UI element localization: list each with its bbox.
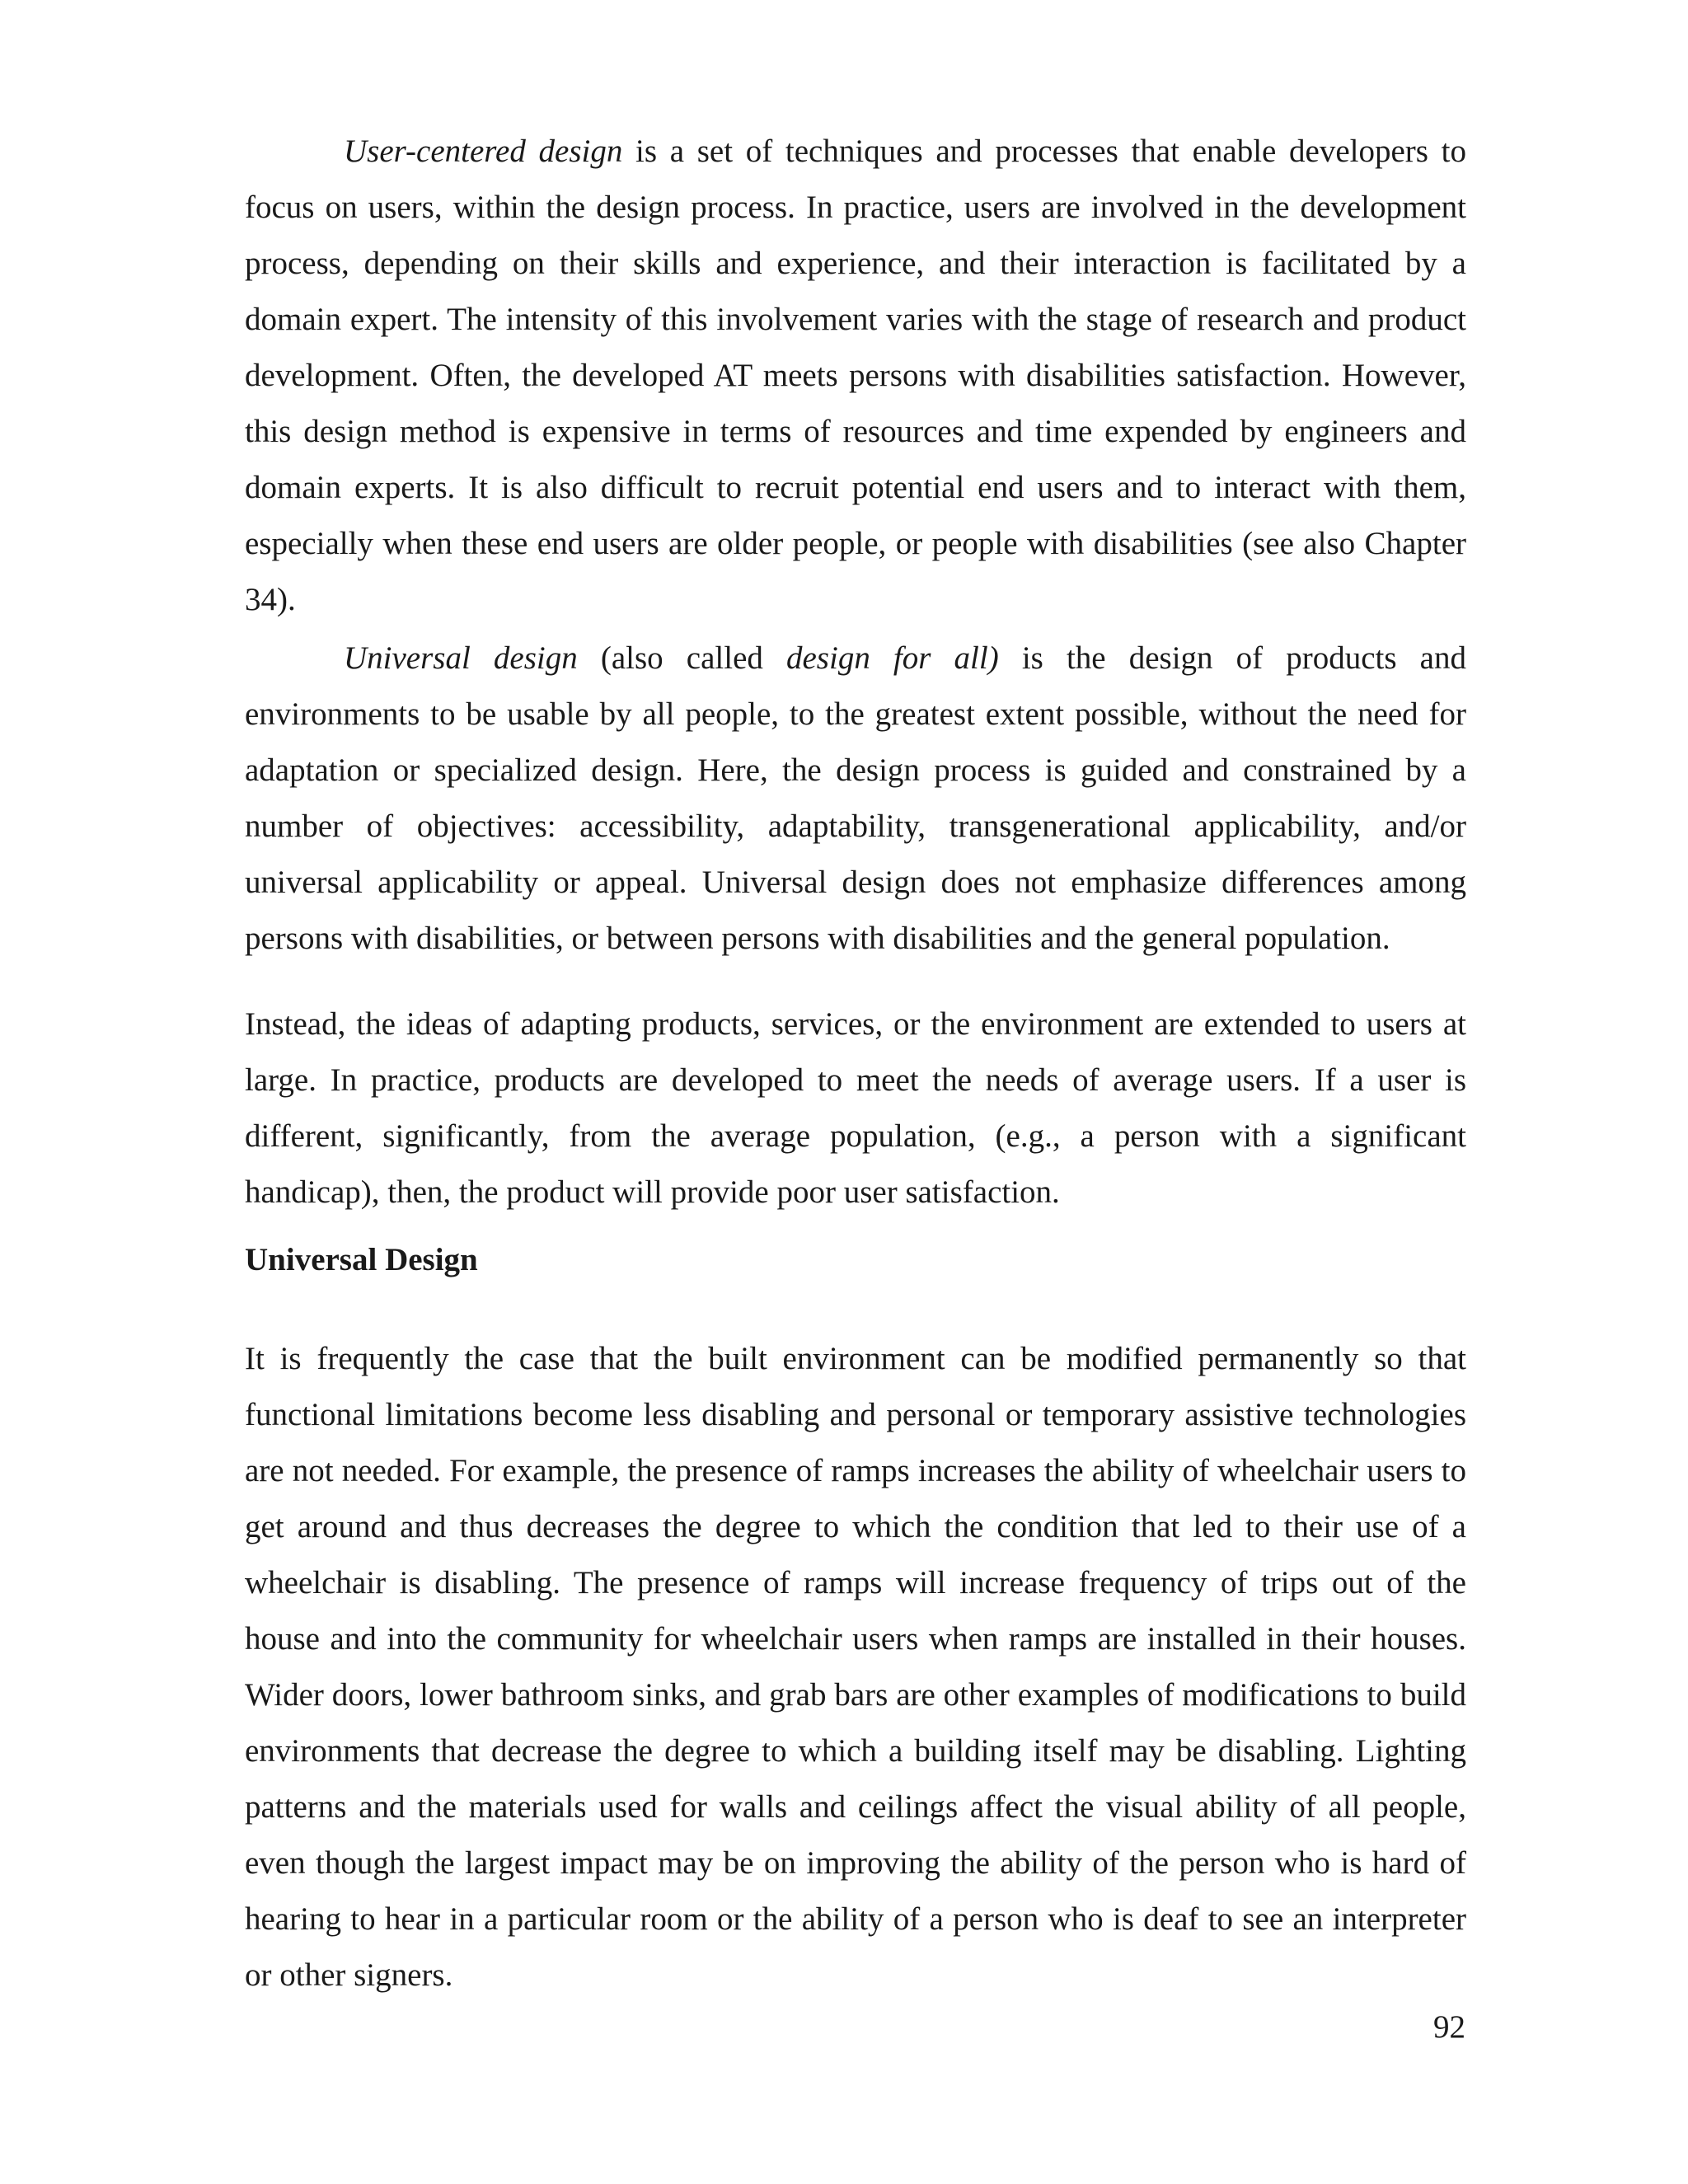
paragraph-built-environment: It is frequently the case that the built environment can be modified permanently so that functional limitations become less disabling and personal or temporary assistive technologies are not needed. For example, the presence of ramps increases the ability of wheelchair users to get around and thus decreases the degree to which the condition that led to their use of a wheelchair is disabling. The presence of ramps will increase frequency of trips out of the house and into the community for wheelchair users when ramps are installed in their houses. Wider doors, lower bathroom sinks, and grab bars are other examples of modifications to build environments that decrease the degree to which a building itself may be disabling. Lighting patterns and the materials used for walls and ceilings affect the visual ability of all people, even though the largest impact may be on improving the ability of the person who is hard of hearing to hear in a particular room or the ability of a person who is deaf to see an interpreter or other signers. (245, 1341, 1466, 1993)
page-number: 92 (1433, 2009, 1465, 2045)
term-user-centered-design: User-centered design (344, 134, 623, 169)
paragraph-average-users: Instead, the ideas of adapting products, services, or the environment are extended to users at large. In practice, products are developed to meet the needs of average users. If a user is different, significantly, from the average population, (e.g., a person with a significant handicap), then, the product will provide poor user satisfaction. (245, 1006, 1466, 1210)
paragraph-body: is a set of techniques and processes that enable developers to focus on users, within the design process. In practice, users are involved in the development process, depending on their skills and experience, and their interaction is facilitated by a domain expert. The intensity of this involvement varies with the stage of research and product development. Often, the developed AT meets persons with disabilities satisfaction. However, this design method is expensive in terms of resources and time expended by engineers and domain experts. It is also difficult to recruit potential end users and to interact with them, especially when these end users are older people, or people with disabilities (see also Chapter 34). (245, 134, 1466, 617)
paragraph-body: is the design of products and environments to be usable by all people, to the greatest extent possible, without the need for adaptation or specialized design. Here, the design process is guided and constrained by a number of objectives: accessibility, adaptability, transgenerational applicability, and/or universal applicability or appeal. Universal design does not emphasize differences among persons with disabilities, or between persons with disabilities and the general population. (245, 640, 1466, 956)
term-design-for-all: design for all) (786, 640, 999, 676)
paragraph-user-centered-design (245, 124, 1466, 628)
term-universal-design: Universal design (344, 640, 578, 676)
paragraph-universal-design-definition (245, 630, 1466, 967)
section-heading: Universal Design (245, 1242, 478, 1277)
paragraph-text-fragment: (also called (577, 640, 786, 676)
